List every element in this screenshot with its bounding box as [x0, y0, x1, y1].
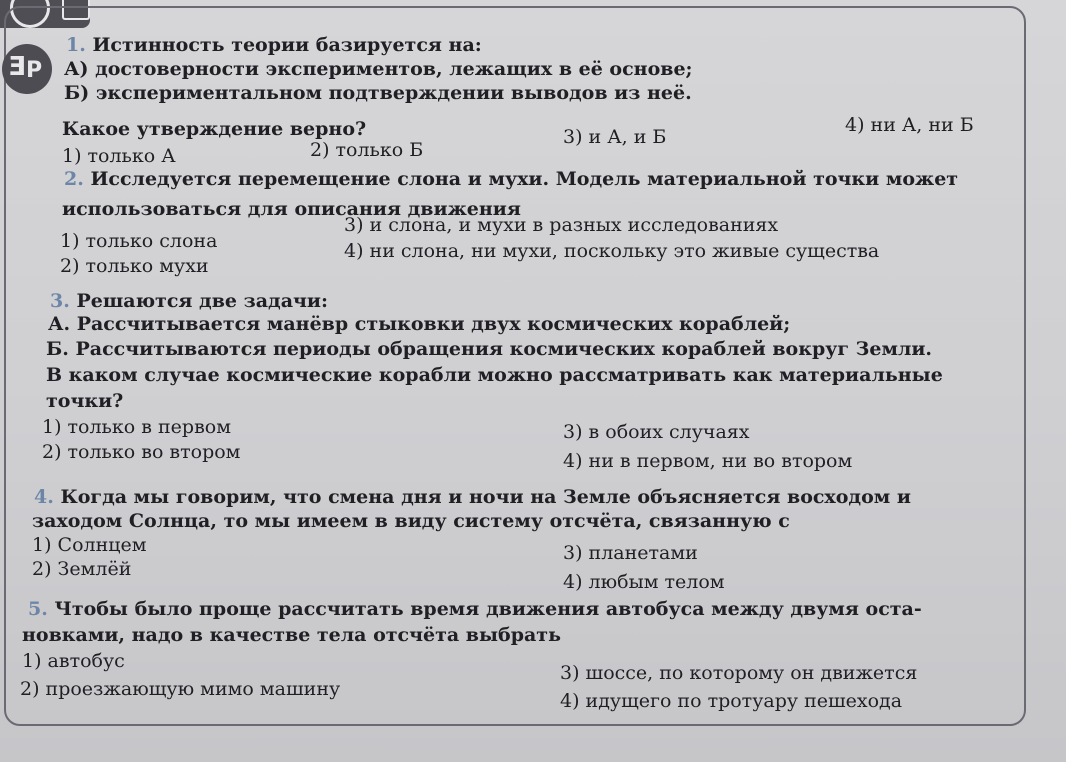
question-1-option-1: 1) только А: [62, 145, 176, 167]
question-5-option-4: 4) идущего по тротуару пешехода: [560, 690, 903, 712]
question-1-prompt: Какое утверждение верно?: [62, 118, 367, 140]
question-5-text-line-2: новками, надо в качестве тела отсчёта выбрать: [22, 624, 561, 646]
question-2-option-1: 1) только слона: [60, 230, 218, 252]
question-4-option-1: 1) Солнцем: [32, 534, 147, 556]
question-1-option-4: 4) ни А, ни Б: [845, 114, 974, 136]
question-3-option-1: 1) только в первом: [42, 416, 231, 438]
question-3-text: Решаются две задачи:: [76, 290, 329, 312]
question-3-option-3: 3) в обоих случаях: [563, 421, 750, 443]
question-4-option-3: 3) планетами: [563, 542, 698, 564]
question-1-statement-b: Б) экспериментальном подтверждении выводов из неё.: [64, 82, 692, 104]
question-2-option-3: 3) и слона, и мухи в разных исследованиях: [344, 214, 779, 236]
question-1-text: Истинность теории базируется на:: [92, 34, 482, 56]
question-4-text-line-2: заходом Солнца, то мы имеем в виду систему отсчёта, связанную с: [32, 510, 790, 532]
question-4-option-4: 4) любым телом: [563, 571, 725, 593]
question-1-option-2: 2) только Б: [310, 139, 424, 161]
question-3-task-a: А. Рассчитывается манёвр стыковки двух космических кораблей;: [48, 313, 791, 335]
question-1-option-3: 3) и А, и Б: [563, 126, 667, 148]
logo-glyph-right: Р: [26, 58, 43, 83]
question-5-option-1: 1) автобус: [22, 650, 125, 672]
question-2-option-2: 2) только мухи: [60, 255, 209, 277]
question-2-stem: [64, 168, 958, 190]
question-5-option-2: 2) проезжающую мимо машину: [20, 678, 341, 700]
question-5-text-line-1: Чтобы было проще рассчитать время движения автобуса между двумя оста-: [54, 598, 922, 620]
question-1-number: 1.: [66, 34, 86, 56]
question-2-option-4: 4) ни слона, ни мухи, поскольку это живые существа: [344, 240, 880, 262]
question-3-task-b: Б. Рассчитываются периоды обращения космических кораблей вокруг Земли.: [46, 338, 933, 360]
question-3-option-4: 4) ни в первом, ни во втором: [563, 450, 853, 472]
question-4-text-line-1: Когда мы говорим, что смена дня и ночи на Земле объясняется восходом и: [60, 486, 911, 508]
question-4-option-2: 2) Землёй: [32, 558, 132, 580]
question-5-option-3: 3) шоссе, по которому он движется: [560, 662, 918, 684]
question-1-stem: [66, 34, 482, 56]
question-5-number: 5.: [28, 598, 48, 620]
question-1-statement-a: А) достоверности экспериментов, лежащих в её основе;: [64, 58, 693, 80]
question-3-stem: [50, 290, 328, 312]
question-3-prompt-line-2: точки?: [46, 390, 124, 412]
question-4-number: 4.: [34, 486, 54, 508]
question-2-text-line-2: использоваться для описания движения: [62, 198, 521, 220]
logo-glyph-left: Ǝ: [8, 52, 26, 82]
question-3-prompt-line-1: В каком случае космические корабли можно рассматривать как материальные: [46, 364, 943, 386]
question-2-text-line-1: Исследуется перемещение слона и мухи. Модель материальной точки может: [90, 168, 959, 190]
question-3-option-2: 2) только во втором: [42, 441, 241, 463]
question-4-stem: [34, 486, 911, 508]
question-3-number: 3.: [50, 290, 70, 312]
question-2-number: 2.: [64, 168, 84, 190]
question-5-stem: [28, 598, 922, 620]
